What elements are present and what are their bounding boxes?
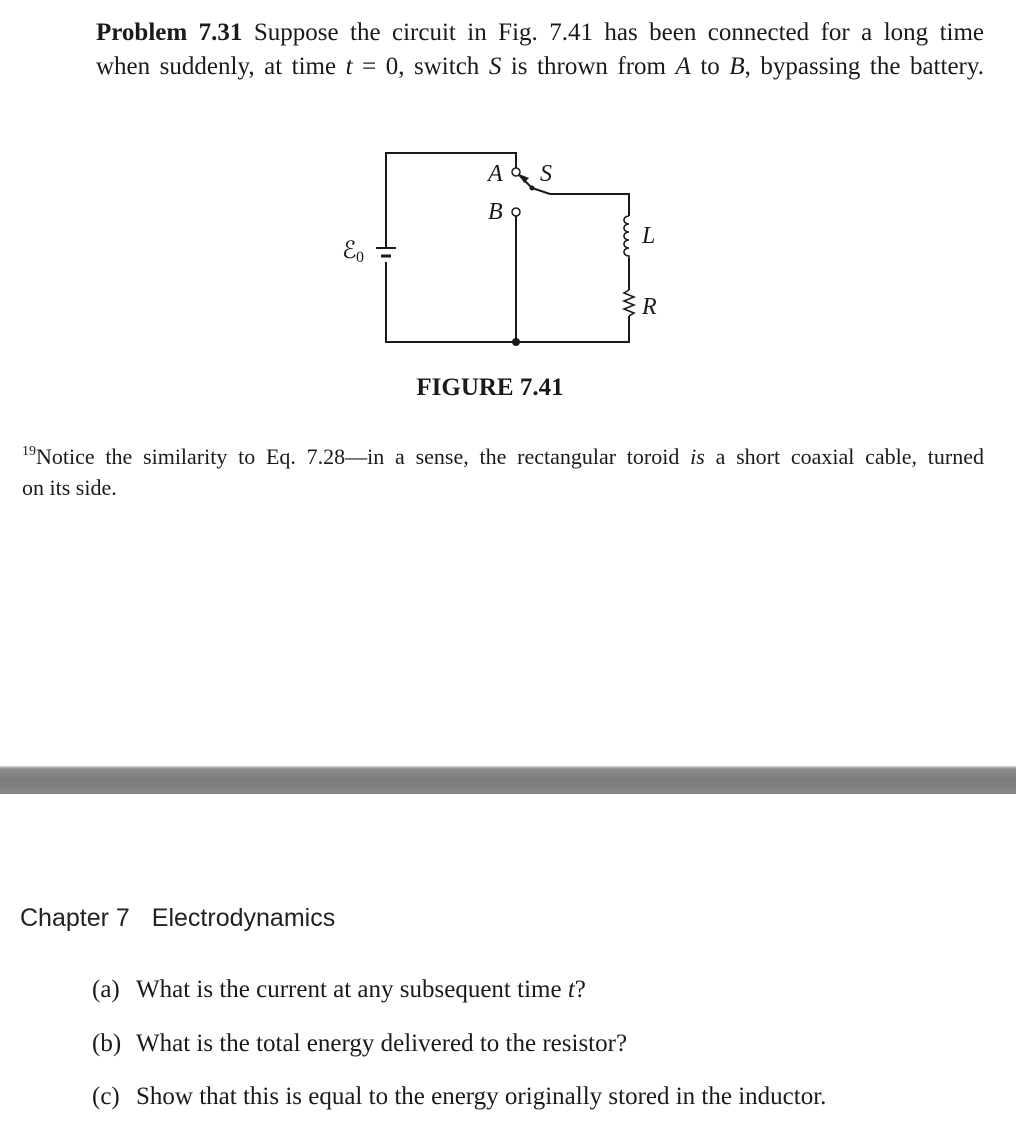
resistor-symbol (624, 290, 634, 316)
figure-caption (0, 374, 980, 402)
question-label: (c) (92, 1083, 120, 1110)
chapter-number: Chapter 7 (20, 904, 130, 932)
var-b: B (729, 53, 745, 80)
question-text: What is the current at any subsequent time (136, 976, 568, 1003)
label-emf: ℰ (342, 238, 357, 264)
problem-text-2d: to (690, 53, 730, 80)
battery-symbol (376, 248, 396, 262)
footnote (22, 436, 984, 503)
question-label: (b) (92, 1030, 122, 1057)
question-text: Show that this is equal to the energy originally stored in the inductor. (136, 1083, 827, 1110)
footnote-line-1 (22, 436, 984, 472)
problem-line-2 (96, 50, 984, 84)
footnote-text-1a: Notice the similarity to Eq. 7.28—in a sense, the rectangular toroid (36, 444, 691, 469)
label-b: B (488, 199, 503, 225)
running-head (20, 904, 335, 933)
problem-text-2e: , bypassing the battery. (744, 53, 984, 80)
problem-statement (96, 16, 984, 84)
problem-label: Problem 7.31 (96, 19, 243, 46)
label-r: R (642, 294, 657, 320)
question-label: (a) (92, 976, 120, 1003)
question-b (92, 1030, 627, 1058)
wire-left-bottom (386, 262, 629, 342)
page-separator (0, 766, 1016, 794)
label-emf-sub: 0 (356, 249, 364, 266)
problem-text-1: Suppose the circuit in Fig. 7.41 has been connected for a long time (253, 19, 985, 46)
footnote-text-1b: is (690, 444, 705, 469)
footnote-number: 19 (22, 444, 36, 459)
var-t: t (567, 976, 575, 1003)
question-c (92, 1083, 826, 1111)
chapter-title: Electrodynamics (151, 904, 336, 932)
var-a: A (675, 53, 691, 80)
question-text: What is the total energy delivered to the resistor? (136, 1030, 628, 1057)
var-s: S (488, 53, 502, 80)
label-l: L (642, 223, 656, 249)
question-a (92, 976, 586, 1004)
circuit-diagram (330, 140, 670, 360)
switch-arrow (519, 174, 529, 183)
problem-text-2c: is thrown from (501, 53, 676, 80)
figure-caption-text: FIGURE 7.41 (416, 374, 564, 401)
contact-b (512, 208, 520, 216)
problem-text-2b: = 0, switch (352, 53, 489, 80)
question-tail: ? (574, 976, 586, 1003)
inductor-symbol (624, 216, 629, 258)
switch-pivot (530, 186, 535, 191)
footnote-text-1c: a short coaxial cable, turned (704, 444, 984, 469)
junction-dot (512, 338, 520, 346)
label-s: S (540, 161, 552, 187)
problem-text-2a: when suddenly, at time (96, 53, 346, 80)
footnote-line-2: on its side. (22, 475, 117, 500)
contact-a (512, 168, 520, 176)
label-a: A (488, 161, 503, 187)
var-t: t (345, 53, 353, 80)
wire-right-top (532, 188, 629, 216)
problem-line-1 (96, 16, 984, 50)
